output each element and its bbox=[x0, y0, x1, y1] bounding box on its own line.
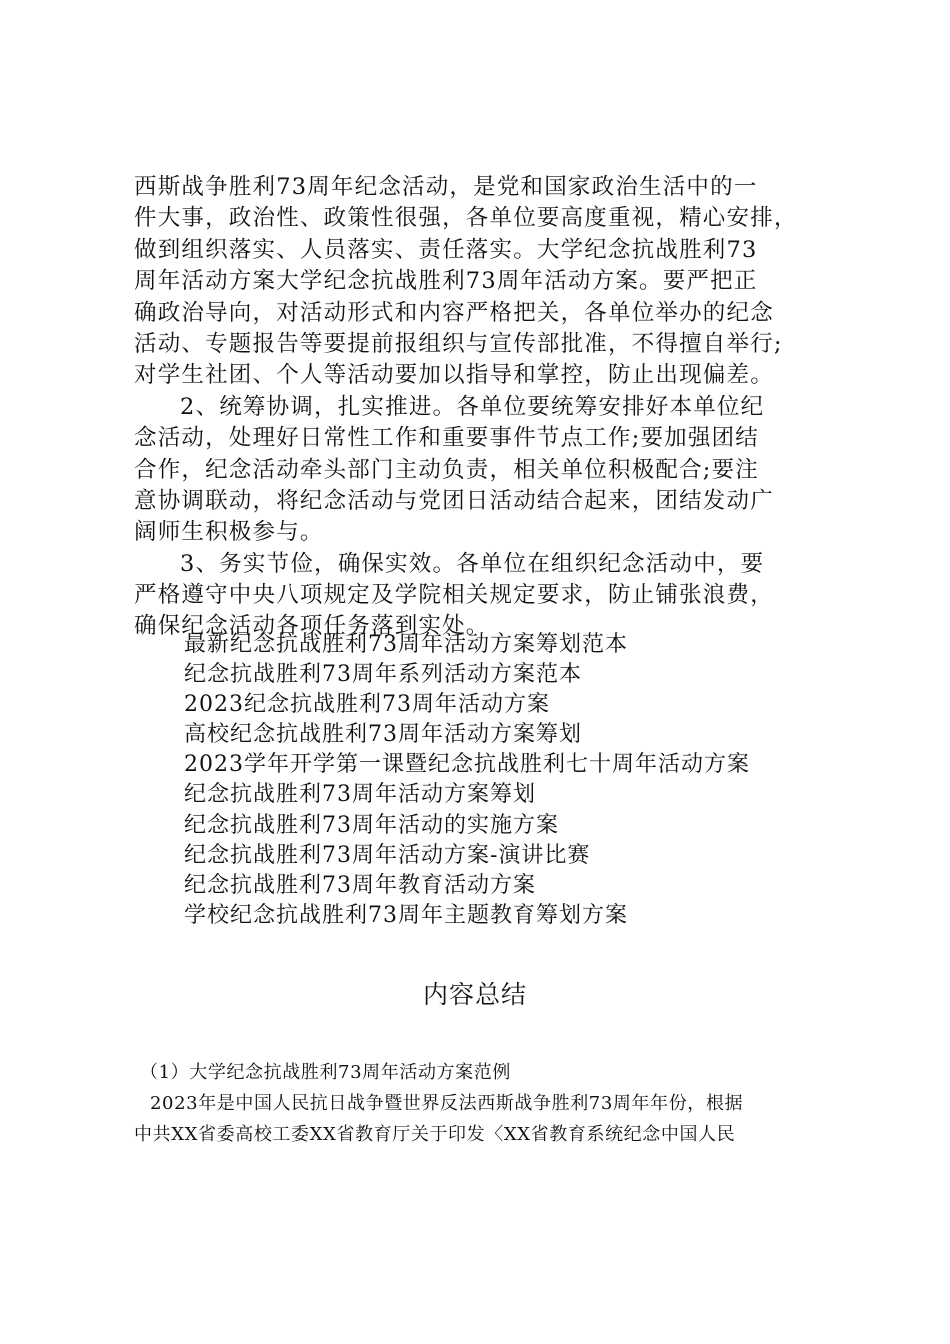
summary-line: 2023年是中国人民抗日战争暨世界反法西斯战争胜利73周年年份，根据 bbox=[150, 1093, 744, 1114]
related-document-link[interactable]: 学校纪念抗战胜利73周年主题教育筹划方案 bbox=[184, 902, 628, 928]
related-document-link[interactable]: 高校纪念抗战胜利73周年活动方案筹划 bbox=[184, 722, 582, 748]
body-line: 阔师生积极参与。 bbox=[134, 519, 324, 546]
body-line: 确保纪念活动各项任务落到实处。 bbox=[134, 613, 490, 640]
summary-line: （1）大学纪念抗战胜利73周年活动方案范例 bbox=[140, 1062, 511, 1083]
related-document-link[interactable]: 2023学年开学第一课暨纪念抗战胜利七十周年活动方案 bbox=[184, 752, 750, 778]
summary-section bbox=[134, 1057, 834, 1150]
related-document-link[interactable]: 最新纪念抗战胜利73周年活动方案筹划范本 bbox=[184, 632, 628, 657]
body-line: 合作，纪念活动牵头部门主动负责，相关单位积极配合;要注 bbox=[134, 456, 759, 483]
body-line: 严格遵守中央八项规定及学院相关规定要求，防止铺张浪费， bbox=[134, 582, 774, 609]
body-line: 周年活动方案大学纪念抗战胜利73周年活动方案。要严把正 bbox=[134, 268, 758, 295]
related-document-link[interactable]: 纪念抗战胜利73周年活动的实施方案 bbox=[184, 812, 559, 838]
related-documents-list bbox=[184, 630, 844, 931]
body-line: 念活动，处理好日常性工作和重要事件节点工作;要加强团结 bbox=[134, 425, 759, 452]
related-document-link[interactable]: 纪念抗战胜利73周年活动方案-演讲比赛 bbox=[184, 842, 591, 868]
related-document-link[interactable]: 纪念抗战胜利73周年系列活动方案范本 bbox=[184, 662, 582, 688]
body-text bbox=[134, 172, 834, 643]
body-line: 确政治导向，对活动形式和内容严格把关，各单位举办的纪念 bbox=[134, 299, 774, 326]
summary-line: 中共XX省委高校工委XX省教育厅关于印发〈XX省教育系统纪念中国人民 bbox=[134, 1124, 736, 1145]
body-line: 意协调联动，将纪念活动与党团日活动结合起来，团结发动广 bbox=[134, 487, 774, 514]
body-line: 做到组织落实、人员落实、责任落实。大学纪念抗战胜利73 bbox=[134, 236, 758, 263]
related-document-link[interactable]: 纪念抗战胜利73周年教育活动方案 bbox=[184, 872, 536, 898]
paragraph-start-line: 3、务实节俭，确保实效。各单位在组织纪念活动中，要 bbox=[180, 550, 765, 577]
body-line: 活动、专题报告等要提前报组织与宣传部批准，不得擅自举行; bbox=[134, 330, 783, 357]
paragraph-start-line: 2、统筹协调，扎实推进。各单位要统筹安排好本单位纪 bbox=[180, 393, 765, 420]
summary-heading: 内容总结 bbox=[422, 980, 527, 1009]
related-document-link[interactable]: 2023纪念抗战胜利73周年活动方案 bbox=[184, 692, 550, 718]
related-document-link[interactable]: 纪念抗战胜利73周年活动方案筹划 bbox=[184, 782, 536, 808]
body-line: 件大事，政治性、政策性很强，各单位要高度重视，精心安排， bbox=[134, 205, 798, 232]
body-line: 对学生社团、个人等活动要加以指导和掌控，防止出现偏差。 bbox=[134, 362, 774, 389]
body-line: 西斯战争胜利73周年纪念活动，是党和国家政治生活中的一 bbox=[134, 174, 758, 200]
